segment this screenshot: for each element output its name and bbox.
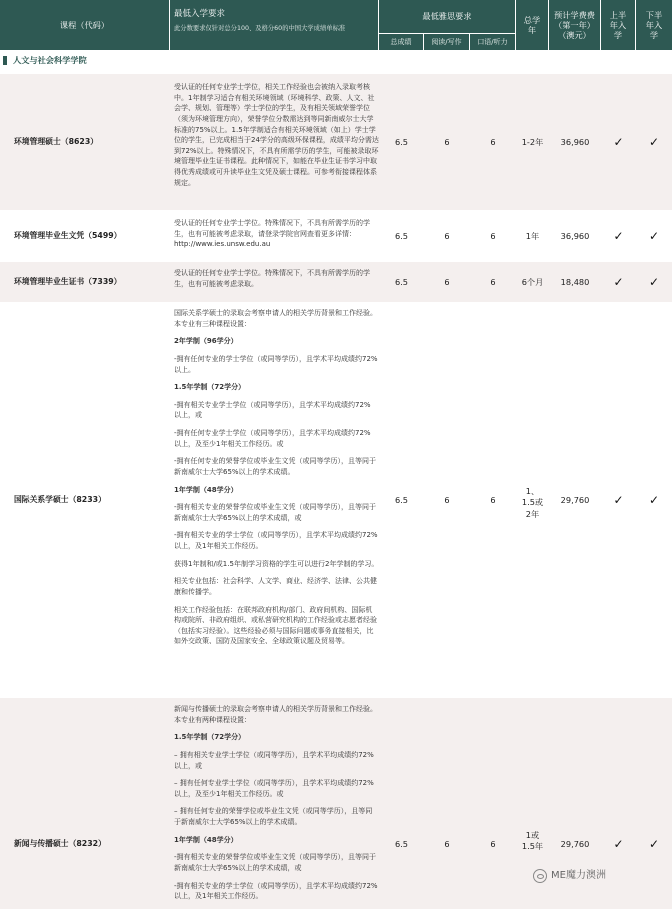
req-heading: 1年学制（48学分） (174, 835, 238, 844)
section-title (0, 53, 672, 68)
req-text: 获得1年制和/或1.5年制学习资格的学生可以进行2年学制的学习。 (174, 559, 379, 568)
duration: 1年 (525, 231, 540, 241)
table-row (0, 74, 672, 210)
check-icon: ✓ (613, 135, 624, 149)
header-duration: 总学年 (516, 0, 549, 50)
ielts-overall: 6.5 (394, 277, 409, 287)
req-text: 受认证的任何专业学士学位。特殊情况下，不具有所需学历的学生，也有可能被考虑录取。 (174, 269, 370, 288)
duration: 1或1.5年 (521, 830, 544, 852)
req-heading: 1.5年学制（72学分） (174, 383, 246, 392)
section-marker (3, 56, 7, 65)
req-text: -拥有相关专业的学士学位（或同等学历），且学术平均成绩约72%以上，及1年相关工作经历。 (174, 881, 378, 901)
header-fee: 预计学费费（第一年）（澳元） (549, 0, 601, 50)
ielts-ls: 6 (490, 495, 496, 505)
watermark-text: ME魔力澳洲 (551, 870, 606, 881)
req-text: -拥有任何专业的学士学位（或同等学历），且学术平均成绩约72% 以上。 (174, 354, 378, 374)
req-text: 相关专业包括：社会科学、人文学、商业、经济学、法律、公共健康和传播学。 (174, 577, 377, 596)
req-text: 相关工作经验包括：在联邦政府机构/部门、政府间机构、国际机构或院所、非政府组织、或私营研究机构的工作经验或志愿者经验（包括实习经验）。这些经验必须与国际问题或事务直接相关，比如外交政策、国防及国家安全、全球政策议题及贸易等。 (174, 605, 377, 646)
course-name: 环境管理毕业生证书（7339） (14, 277, 122, 286)
course-name: 环境管理硕士（8623） (14, 137, 99, 146)
req-heading: 1.5年学制（72学分） (174, 733, 246, 742)
ielts-rw: 6 (444, 231, 450, 241)
header-min-req-note: 此分数要求仅针对总分100、及格分60的中国大学成绩单标准 (174, 25, 346, 32)
ielts-ls: 6 (490, 231, 496, 241)
course-name: 国际关系学硕士（8233） (14, 495, 106, 504)
header-ielts-rw: 阅读/写作 (424, 33, 470, 50)
course-requirements (174, 268, 379, 296)
wechat-icon (533, 869, 547, 883)
check-icon: ✓ (648, 837, 660, 851)
header-sem1: 上半年入学 (601, 0, 636, 50)
req-text: -拥有相关专业的学士学位（或同等学历），且学术平均成绩约72%以上，及1年相关工作经历。 (174, 531, 378, 550)
fee: 36,960 (560, 137, 590, 147)
duration: 1、1.5或2年 (521, 486, 544, 519)
fee: 29,760 (560, 839, 590, 849)
course-requirements (174, 308, 379, 654)
course-requirements (174, 704, 379, 909)
ielts-rw: 6 (444, 495, 450, 505)
check-icon: ✓ (613, 837, 624, 851)
ielts-overall: 6.5 (394, 231, 409, 241)
req-text: -拥有相关专业的荣誉学位或毕业生文凭（或同等学历），且等同于新南威尔士大学65%以上的学术成绩，或 (174, 503, 377, 522)
header-course: 课程（代码） (0, 0, 170, 50)
duration: 1-2年 (521, 137, 544, 147)
section-title-text: 人文与社会科学学院 (13, 55, 87, 66)
course-name: 新闻与传播硕士（8232） (14, 839, 106, 848)
ielts-overall: 6.5 (394, 137, 409, 147)
watermark (533, 868, 606, 883)
ielts-ls: 6 (490, 839, 496, 849)
req-heading: 2年学制（96学分） (174, 337, 238, 346)
req-text: 新闻与传播硕士的录取会考察申请人的相关学历背景和工作经验。本专业有两种课程设置： (174, 705, 377, 724)
ielts-overall: 6.5 (394, 839, 409, 849)
check-icon: ✓ (613, 229, 624, 243)
req-text: -拥有相关专业的荣誉学位或毕业生文凭（或同等学历），且等同于新南威尔士大学65%以上的学术成绩，或 (174, 853, 377, 872)
header-ielts: 最低雅思要求 (379, 0, 516, 33)
req-text: – 拥有相关专业学士学位（或同等学历），且学术平均成绩约72%以上，或 (174, 750, 374, 770)
req-text: 国际关系学硕士的录取会考察申请人的相关学历背景和工作经验。本专业有三种课程设置： (174, 309, 377, 328)
header-sem2: 下半年入学 (645, 9, 663, 41)
header-ielts-overall: 总成绩 (379, 33, 424, 50)
fee: 36,960 (560, 231, 590, 241)
ielts-ls: 6 (490, 277, 496, 287)
check-icon: ✓ (613, 275, 624, 289)
fee: 29,760 (560, 495, 590, 505)
req-text: – 拥有任何专业的荣誉学位或毕业生文凭（或同等学历），且等同于新南威尔士大学65%以上的学术成绩。 (174, 807, 373, 826)
fee: 18,480 (560, 277, 590, 287)
ielts-ls: 6 (490, 137, 496, 147)
check-icon: ✓ (613, 493, 624, 507)
course-requirements (174, 82, 379, 195)
ielts-rw: 6 (444, 277, 450, 287)
table-row (0, 302, 672, 698)
header-min-req: 最低入学要求 (174, 9, 226, 19)
check-icon: ✓ (648, 493, 660, 507)
req-text: – 拥有任何专业学士学位（或同等学历），且学术平均成绩约72%以上，及至少1年相关工作经历。或 (174, 779, 374, 798)
course-requirements (174, 218, 379, 257)
table-row (0, 210, 672, 262)
req-text: -拥有相关专业学士学位（或同等学历），且学术平均成绩约72% 以上，或 (174, 400, 371, 420)
req-text: -拥有任何专业学士学位（或同等学历），且学术平均成绩约72% 以上，及至少1年相关工作经历。或 (174, 429, 371, 448)
ielts-rw: 6 (444, 839, 450, 849)
req-text: 受认证的任何专业学士学位，相关工作经验也会被纳入录取考核中。1年制学习适合有相关环境领域（环境科学、政策、人文、社会学、规划、管理等）学士学位的学生，及有相关领域荣誉学位（须为环境管理方向），荣誉学位分数需达到等同新南威尔士大学标准的75%以上。1.5年学制适合有相关环境领域（如上）学士学位的学生，已完成相当于24学分的高级环保课程，成绩平均分需达到72%以上。特殊情况下，不具有所需学历的学生，可能被录取环境管理毕业生证书课程。此种情况下，如能在毕业生证书学习中取得优秀成绩或可升读毕业生文凭及硕士课程。可参考衔接课程体系规定。 (174, 83, 379, 187)
table-row (0, 262, 672, 302)
req-text: 受认证的任何专业学士学位。特殊情况下，不具有所需学历的学生，也有可能被考虑录取，请登录学院官网查看更多详情：http://www.ies.unsw.edu.au (174, 219, 370, 249)
duration: 6个月 (521, 277, 544, 287)
req-heading: 1年学制（48学分） (174, 485, 238, 494)
req-text: -拥有任何专业的荣誉学位或毕业生文凭（或同等学历），且等同于新南威尔士大学65%以上的学术成绩。 (174, 457, 377, 476)
header-ielts-ls: 口语/听力 (470, 33, 516, 50)
ielts-rw: 6 (444, 137, 450, 147)
course-name: 环境管理毕业生文凭（5499） (14, 231, 122, 240)
check-icon: ✓ (648, 275, 660, 289)
table-header (0, 0, 672, 50)
ielts-overall: 6.5 (394, 495, 409, 505)
check-icon: ✓ (648, 229, 660, 243)
check-icon: ✓ (648, 135, 660, 149)
